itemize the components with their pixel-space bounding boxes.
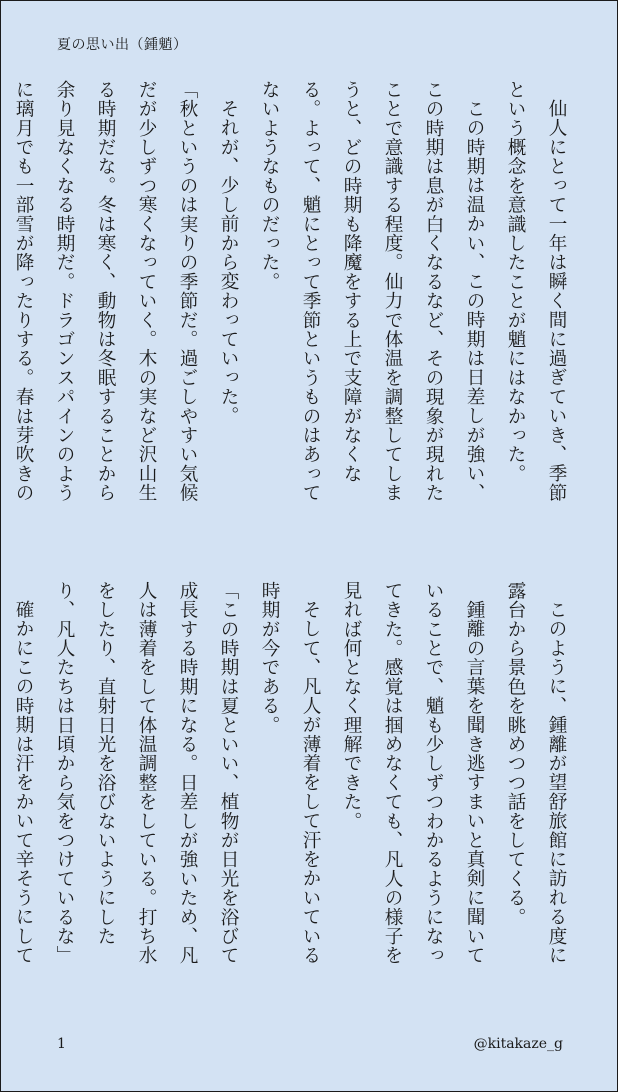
story-dialogue: 「この時期は夏といい、植物が日光を浴びて成長する時期になる。日差しが強いため、凡人は薄着をして体温調整をしている。打ち水をしたり、直射日光を浴びないようにしたり、凡人たちは日頃から気をつけているな」 bbox=[54, 581, 239, 965]
story-title: 夏の思い出（鍾魈） bbox=[57, 37, 188, 53]
author-handle: @kitakaze_g bbox=[473, 1036, 563, 1052]
story-paragraph: このように、鍾離が望舒旅館に訪れる度に露台から景色を眺めつつ話をしてくる。 bbox=[505, 581, 567, 965]
story-paragraph: そして、凡人が薄着をして汗をかいている時期が今である。 bbox=[259, 581, 321, 965]
story-paragraph: 確かにこの時期は汗をかいて辛そうにして bbox=[13, 599, 34, 965]
page-number: 1 bbox=[57, 1036, 66, 1052]
story-paragraph: それが、少し前から変わっていった。 bbox=[218, 98, 239, 425]
story-paragraph: この時期は温かい、この時期は日差しが強い、この時期は息が白くなるなど、その現象が現れたことで意識する程度。仙力で体温を調整してしまうと、どの時期も降魔をする上で支障がなくなる。よって、魈にとって季節というものはあってないようなものだった。 bbox=[259, 80, 485, 503]
story-block-upper bbox=[13, 80, 577, 520]
story-paragraph: 仙人にとって一年は瞬く間に過ぎていき、季節という概念を意識したことが魈にはなかった。 bbox=[505, 80, 567, 502]
story-paragraph: 鍾離の言葉を聞き逃すまいと真剣に聞いていることで、魈も少しずつわかるようになってきた。感覚は掴めなくても、凡人の様子を見れば何となく理解できた。 bbox=[341, 581, 485, 965]
story-block-lower bbox=[13, 581, 577, 981]
story-dialogue: 「秋というのは実りの季節だ。過ごしやすい気候だが少しずつ寒くなっていく。木の実など沢山生る時期だな。冬は寒く、動物は冬眠することから余り見なくなる時期だ。ドラゴンスパインのように璃月でも一部雪が降ったりする。春は芽吹きの bbox=[13, 80, 198, 503]
